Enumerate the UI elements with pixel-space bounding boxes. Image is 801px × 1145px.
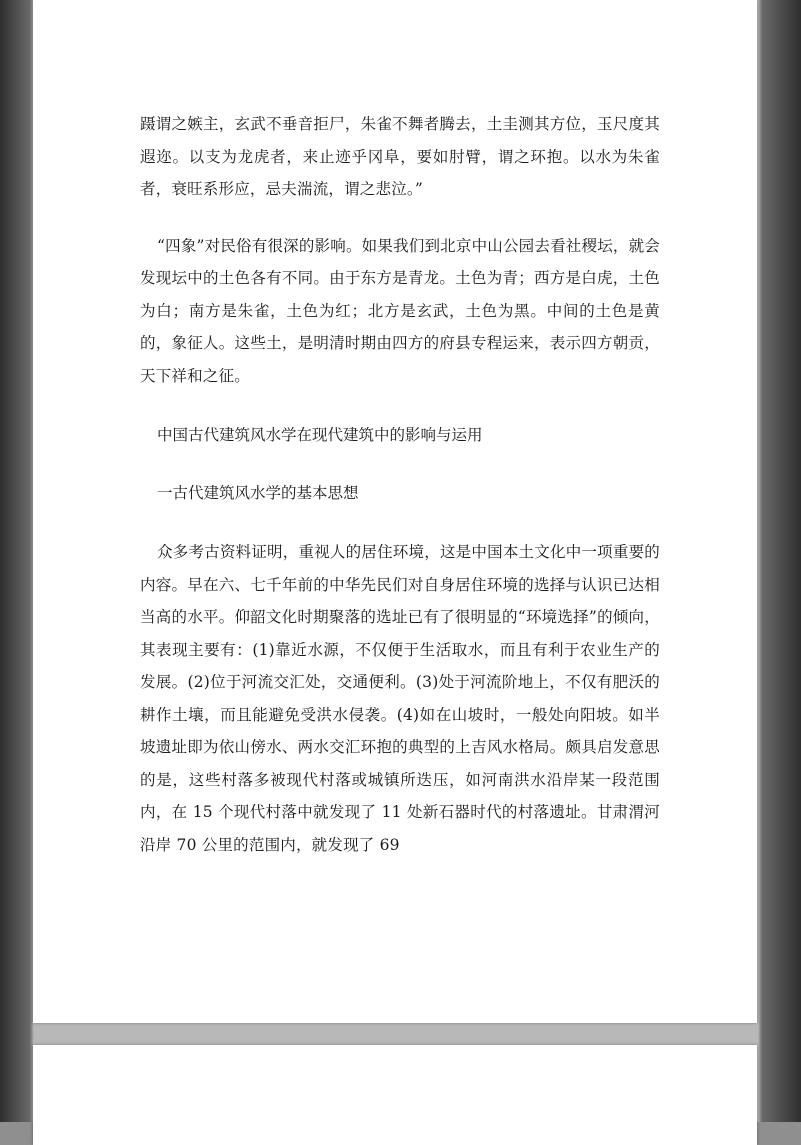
document-page-2 — [33, 1045, 757, 1145]
section-heading: 中国古代建筑风水学在现代建筑中的影响与运用 — [157, 426, 483, 444]
page-content — [140, 108, 660, 861]
paragraph-1: 蹑谓之嫉主，玄武不垂音拒尸，朱雀不舞者腾去，土圭测其方位，玉尺度其遐迩。以支为龙虎者，来止迹乎冈阜，要如肘臂，谓之环抱。以水为朱雀者，衰旺系形应，忌夫湍流，谓之悲泣。” — [140, 115, 660, 198]
paragraph-3: 众多考古资料证明，重视人的居住环境，这是中国本土文化中一项重要的内容。早在六、七千年前的中华先民们对自身居住环境的选择与认识已达相当高的水平。仰韶文化时期聚落的选址已有了很明显的“环境选择”的倾向，其表现主要有：(1)靠近水源，不仅便于生活取水，而且有利于农业生产的发展。(2)位于河流交汇处，交通便利。(3)处于河流阶地上，不仅有肥沃的耕作土壤，而且能避免受洪水侵袭。(4)如在山坡时，一般处向阳坡。如半坡遗址即为依山傍水、两水交汇环抱的典型的上吉风水格局。颇具启发意思的是，这些村落多被现代村落或城镇所迭压，如河南洪水沿岸某一段范围内，在 15 个现代村落中就发现了 11 处新石器时代的村落遗址。甘肃渭河沿岸 70 公里的范围内，就发现了 69 — [140, 543, 660, 854]
document-page-1 — [33, 0, 757, 1023]
paragraph-2: “四象”对民俗有很深的影响。如果我们到北京中山公园去看社稷坛，就会发现坛中的土色各有不同。由于东方是青龙。土色为青；西方是白虎，土色为白；南方是朱雀，土色为红；北方是玄武，土色为黑。中间的土色是黄的，象征人。这些土，是明清时期由四方的府县专程运来，表示四方朝贡，天下祥和之征。 — [140, 236, 660, 385]
subsection-heading: 一古代建筑风水学的基本思想 — [157, 483, 359, 502]
